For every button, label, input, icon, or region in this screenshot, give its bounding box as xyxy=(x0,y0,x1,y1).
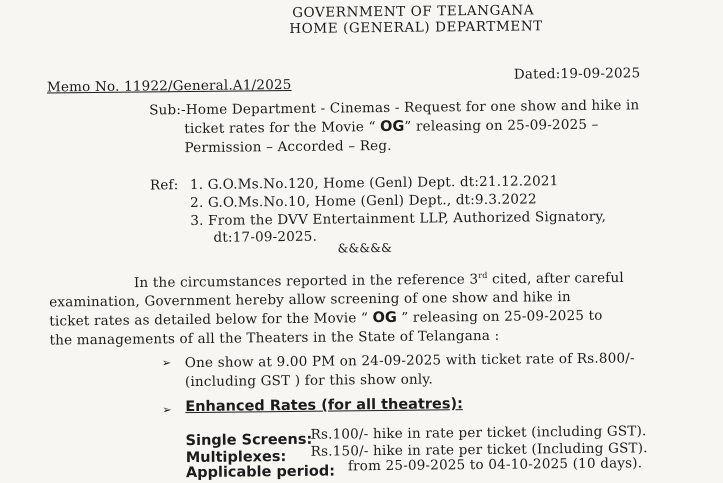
body-line-1 xyxy=(134,269,624,291)
body-text-1b: cited, after careful xyxy=(487,269,624,288)
rate-label-single-screens: Single Screens: xyxy=(185,431,313,450)
body-movie-name: OG xyxy=(372,309,397,327)
subject-line-2 xyxy=(184,117,598,137)
show-line-1: One show at 9.00 PM on 24-09-2025 with ticket rate of Rs.800/- xyxy=(184,350,635,372)
arrow-bullet-icon: ➢ xyxy=(162,403,172,417)
subject-text-2b: ” releasing on 25-09-2025 – xyxy=(404,116,599,135)
subject-text-2a: ticket rates for the Movie “ xyxy=(184,119,381,138)
body-superscript: rd xyxy=(478,270,488,281)
subject-label: Sub:- xyxy=(149,102,186,119)
arrow-bullet-icon: ➢ xyxy=(161,356,172,370)
subject-line-3: Permission – Accorded – Reg. xyxy=(184,137,392,157)
reference-item-3-date: dt:17-09-2025. xyxy=(213,228,318,246)
show-line-2: (including GST ) for this show only. xyxy=(184,371,434,391)
rate-value-single-screens: Rs.100/- hike in rate per ticket (including GST). xyxy=(310,423,647,443)
rate-label-multiplexes: Multiplexes: xyxy=(185,449,287,467)
reference-item-3: 3. From the DVV Entertainment LLP, Authorized Signatory, xyxy=(190,208,607,230)
reference-label: Ref: xyxy=(149,177,179,194)
subject-text-1: Home Department - Cinemas - Request for one show and hike in xyxy=(185,97,640,119)
enhanced-rates-heading: Enhanced Rates (for all theatres): xyxy=(185,396,463,416)
body-text-1a: In the circumstances reported in the reference 3 xyxy=(133,271,479,292)
body-line-2: examination, Government hereby allow screening of one show and hike in xyxy=(49,289,571,311)
header-government: GOVERNMENT OF TELANGANA xyxy=(292,2,535,21)
separator: &&&&& xyxy=(337,240,393,256)
body-line-3 xyxy=(49,308,602,330)
rate-value-multiplexes: Rs.150/- hike in rate per ticket (Including GST). xyxy=(310,440,648,460)
memo-number: Memo No. 11922/General.A1/2025 xyxy=(46,76,292,96)
rate-label-applicable-period: Applicable period: xyxy=(185,463,336,482)
subject-line-1 xyxy=(149,97,639,118)
reference-item-1: 1. G.O.Ms.No.120, Home (Genl) Dept. dt:21.12.2021 xyxy=(189,173,559,194)
header-department: HOME (GENERAL) DEPARTMENT xyxy=(289,18,543,37)
memo-date: Dated:19-09-2025 xyxy=(513,65,641,83)
body-line-4: the managements of all the Theaters in the State of Telangana : xyxy=(49,327,500,349)
subject-movie-name: OG xyxy=(380,118,405,136)
body-text-3a: ticket rates as detailed below for the Movie “ xyxy=(49,310,373,330)
reference-item-2: 2. G.O.Ms.No.10, Home (Genl) Dept., dt:9.3.2022 xyxy=(190,191,537,212)
rate-value-applicable-period: from 25-09-2025 to 04-10-2025 (10 days). xyxy=(347,455,643,475)
body-text-3b: ” releasing on 25-09-2025 to xyxy=(396,307,603,326)
